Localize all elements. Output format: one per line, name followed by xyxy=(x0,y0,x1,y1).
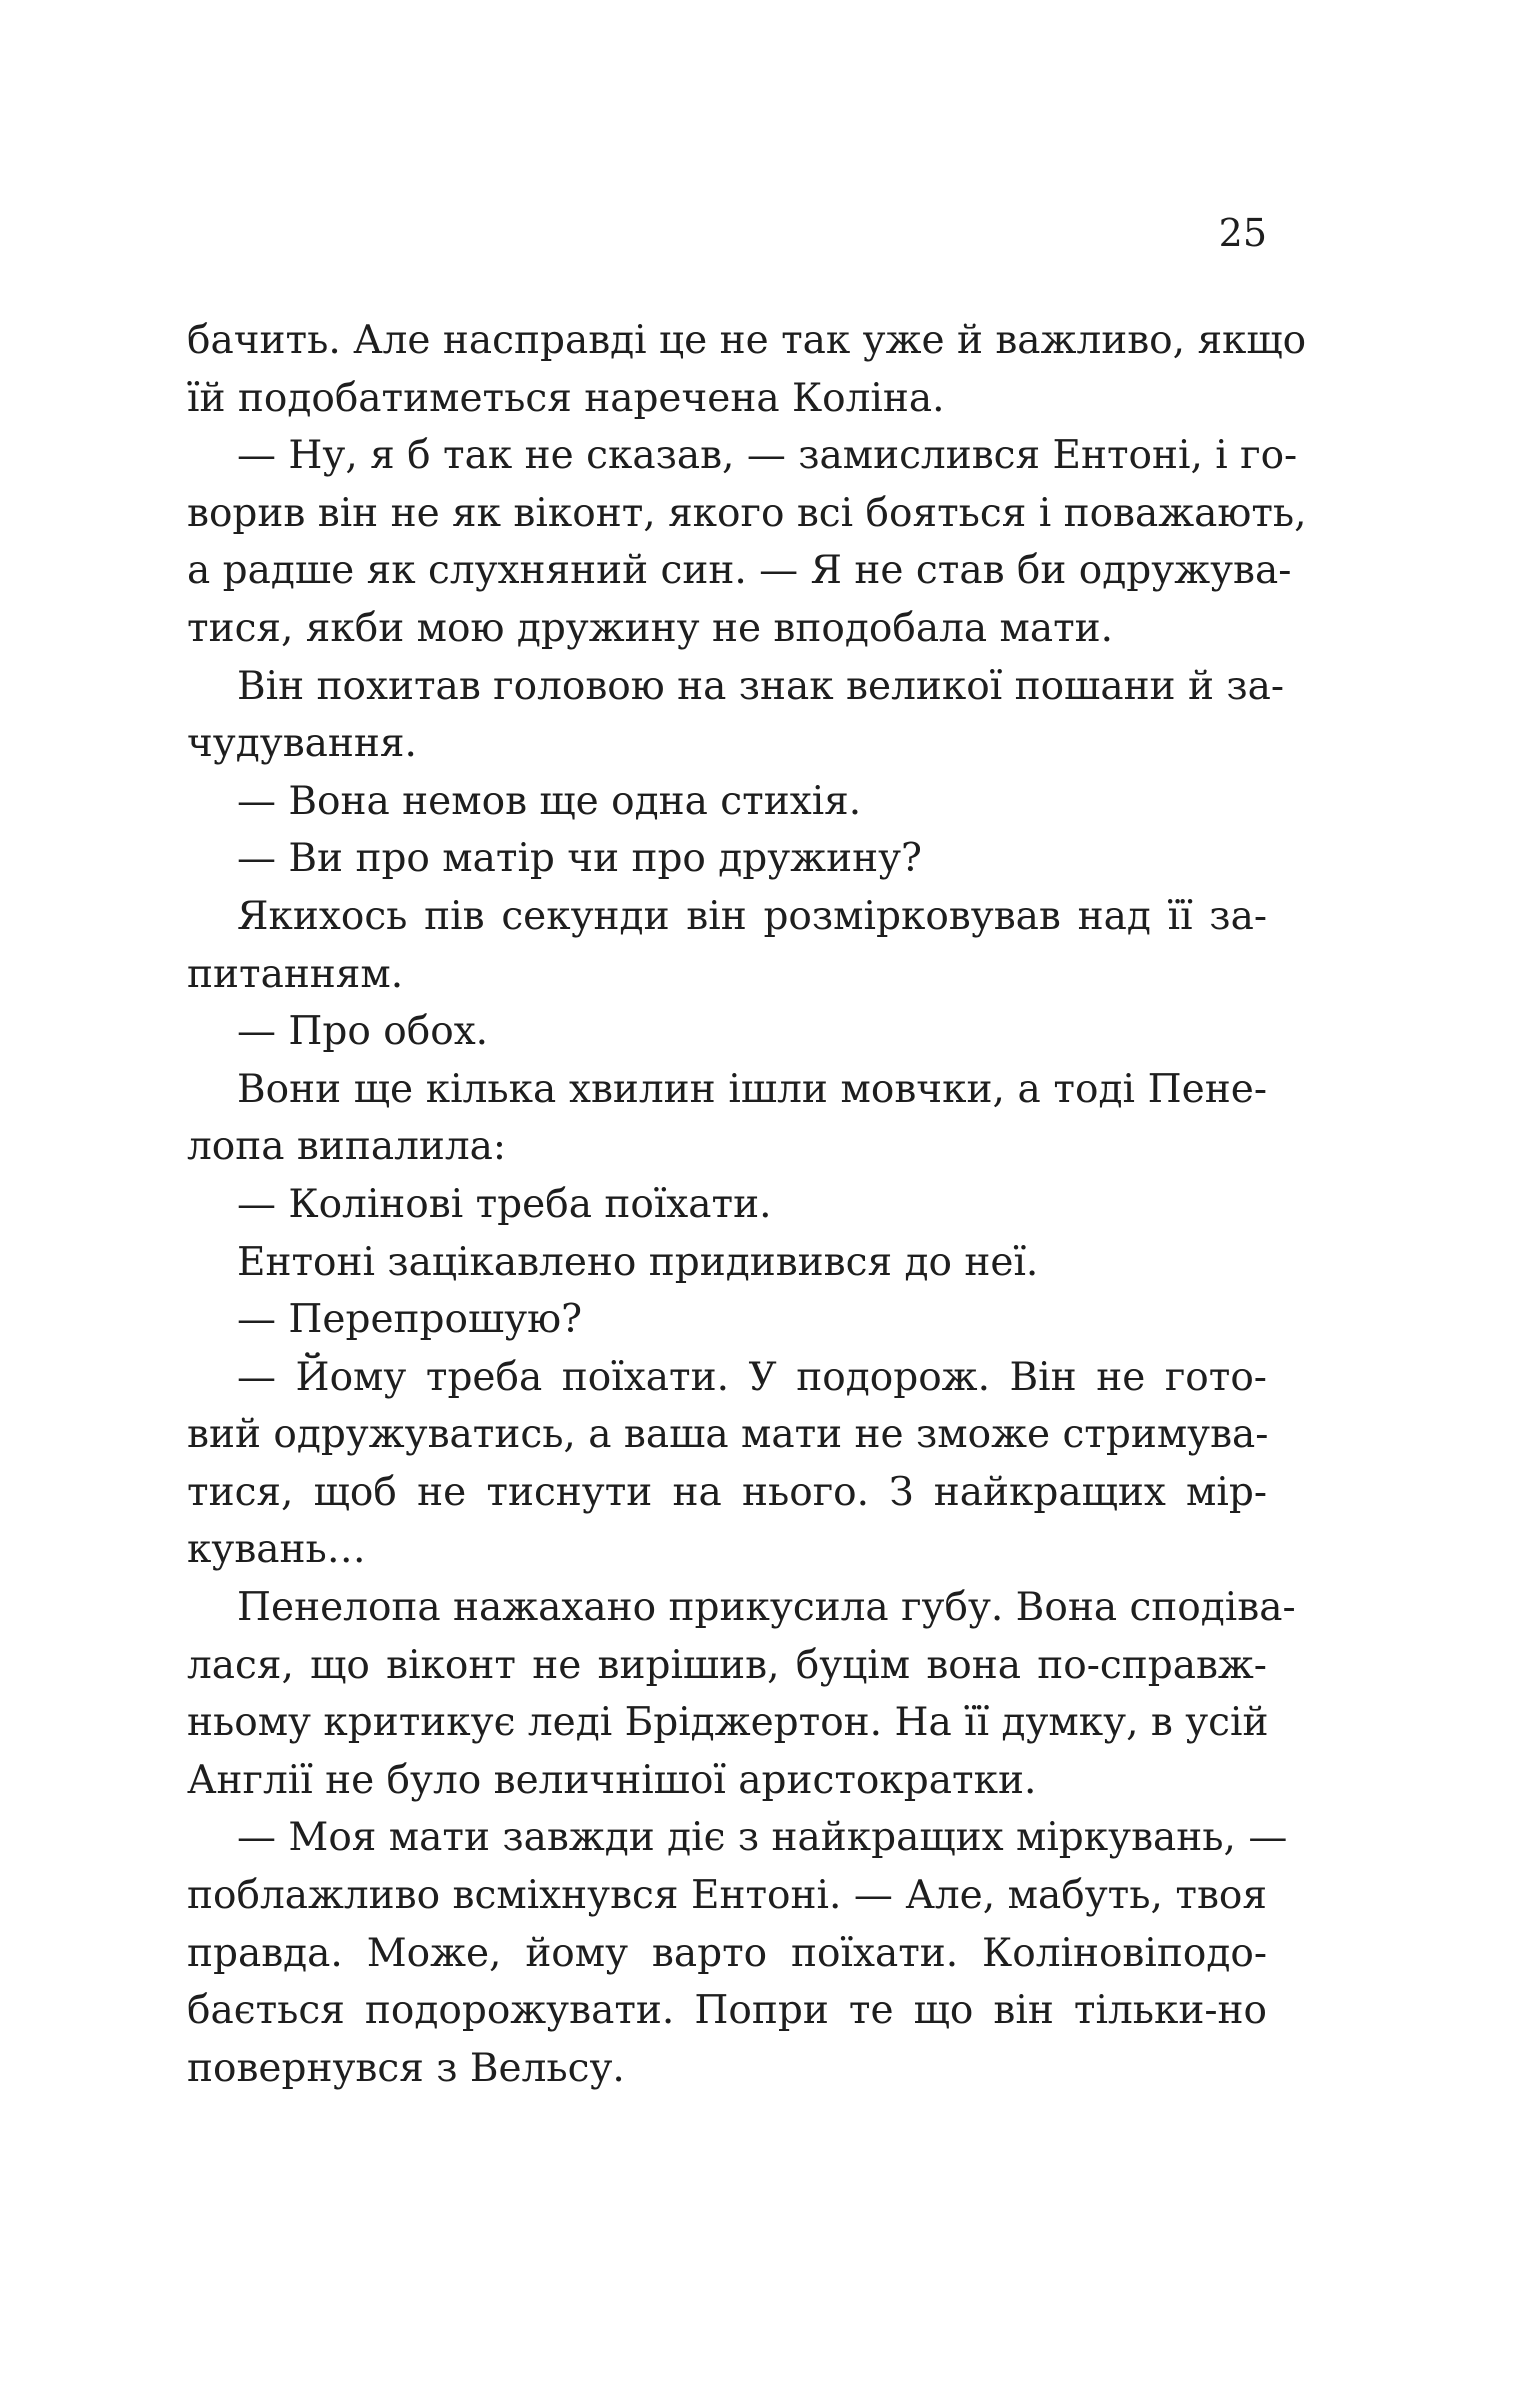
text-line: бається подорожувати. Попри те що він тільки-но xyxy=(187,1988,1267,2034)
page-number: 25 xyxy=(1218,211,1267,255)
text-line: Англії не було величнішої аристократки. xyxy=(187,1757,1037,1803)
text-line: — Моя мати завжди діє з найкращих міркувань, — xyxy=(237,1815,1288,1861)
text-line: — Ви про матір чи про дружину? xyxy=(237,836,922,882)
text-line: чудування. xyxy=(187,721,417,767)
text-line: повернувся з Вельсу. xyxy=(187,2045,625,2091)
text-line: — Про обох. xyxy=(237,1009,489,1055)
text-line: кувань… xyxy=(187,1527,366,1573)
text-line: їй подобатиметься наречена Коліна. xyxy=(187,375,945,421)
body-text xyxy=(187,312,1307,2097)
text-line: Пенелопа нажахано прикусила губу. Вона сподіва- xyxy=(237,1585,1296,1631)
text-line: ньому критикує леді Бріджертон. На її думку, в усій xyxy=(187,1700,1269,1746)
text-line: Вони ще кілька хвилин ішли мовчки, а тоді Пене- xyxy=(237,1066,1267,1112)
text-line: лопа випалила: xyxy=(187,1124,507,1170)
text-line: правда. Може, йому варто поїхати. Коліновіподо- xyxy=(187,1930,1267,1976)
text-line: а радше як слухняний син. — Я не став би одружува- xyxy=(187,548,1292,594)
text-line: ворив він не як віконт, якого всі бояться і поважають, xyxy=(187,490,1307,536)
text-line: — Йому треба поїхати. У подорож. Він не гото- xyxy=(237,1354,1267,1400)
text-line: Якихось пів секунди він розмірковував над її за- xyxy=(237,893,1267,939)
text-line: питанням. xyxy=(187,951,404,997)
text-line: Він похитав головою на знак великої пошани й за- xyxy=(237,663,1285,709)
text-line: — Вона немов ще одна стихія. xyxy=(237,778,862,824)
text-line: лася, що віконт не вирішив, буцім вона по-справж- xyxy=(187,1642,1267,1688)
text-line: Ентоні зацікавлено придивився до неї. xyxy=(237,1239,1039,1285)
text-line: — Перепрошую? xyxy=(237,1297,583,1343)
text-line: — Ну, я б так не сказав, — замислився Ентоні, і го- xyxy=(237,433,1298,479)
text-line: тися, якби мою дружину не вподобала мати. xyxy=(187,605,1114,651)
text-line: — Колінові треба поїхати. xyxy=(237,1181,772,1227)
text-line: тися, щоб не тиснути на нього. З найкращих мір- xyxy=(187,1469,1267,1515)
text-line: поблажливо всміхнувся Ентоні. — Але, мабуть, твоя xyxy=(187,1873,1267,1919)
text-line: вий одружуватись, а ваша мати не зможе стримува- xyxy=(187,1412,1269,1458)
text-line: бачить. Але насправді це не так уже й важливо, якщо xyxy=(187,318,1307,363)
